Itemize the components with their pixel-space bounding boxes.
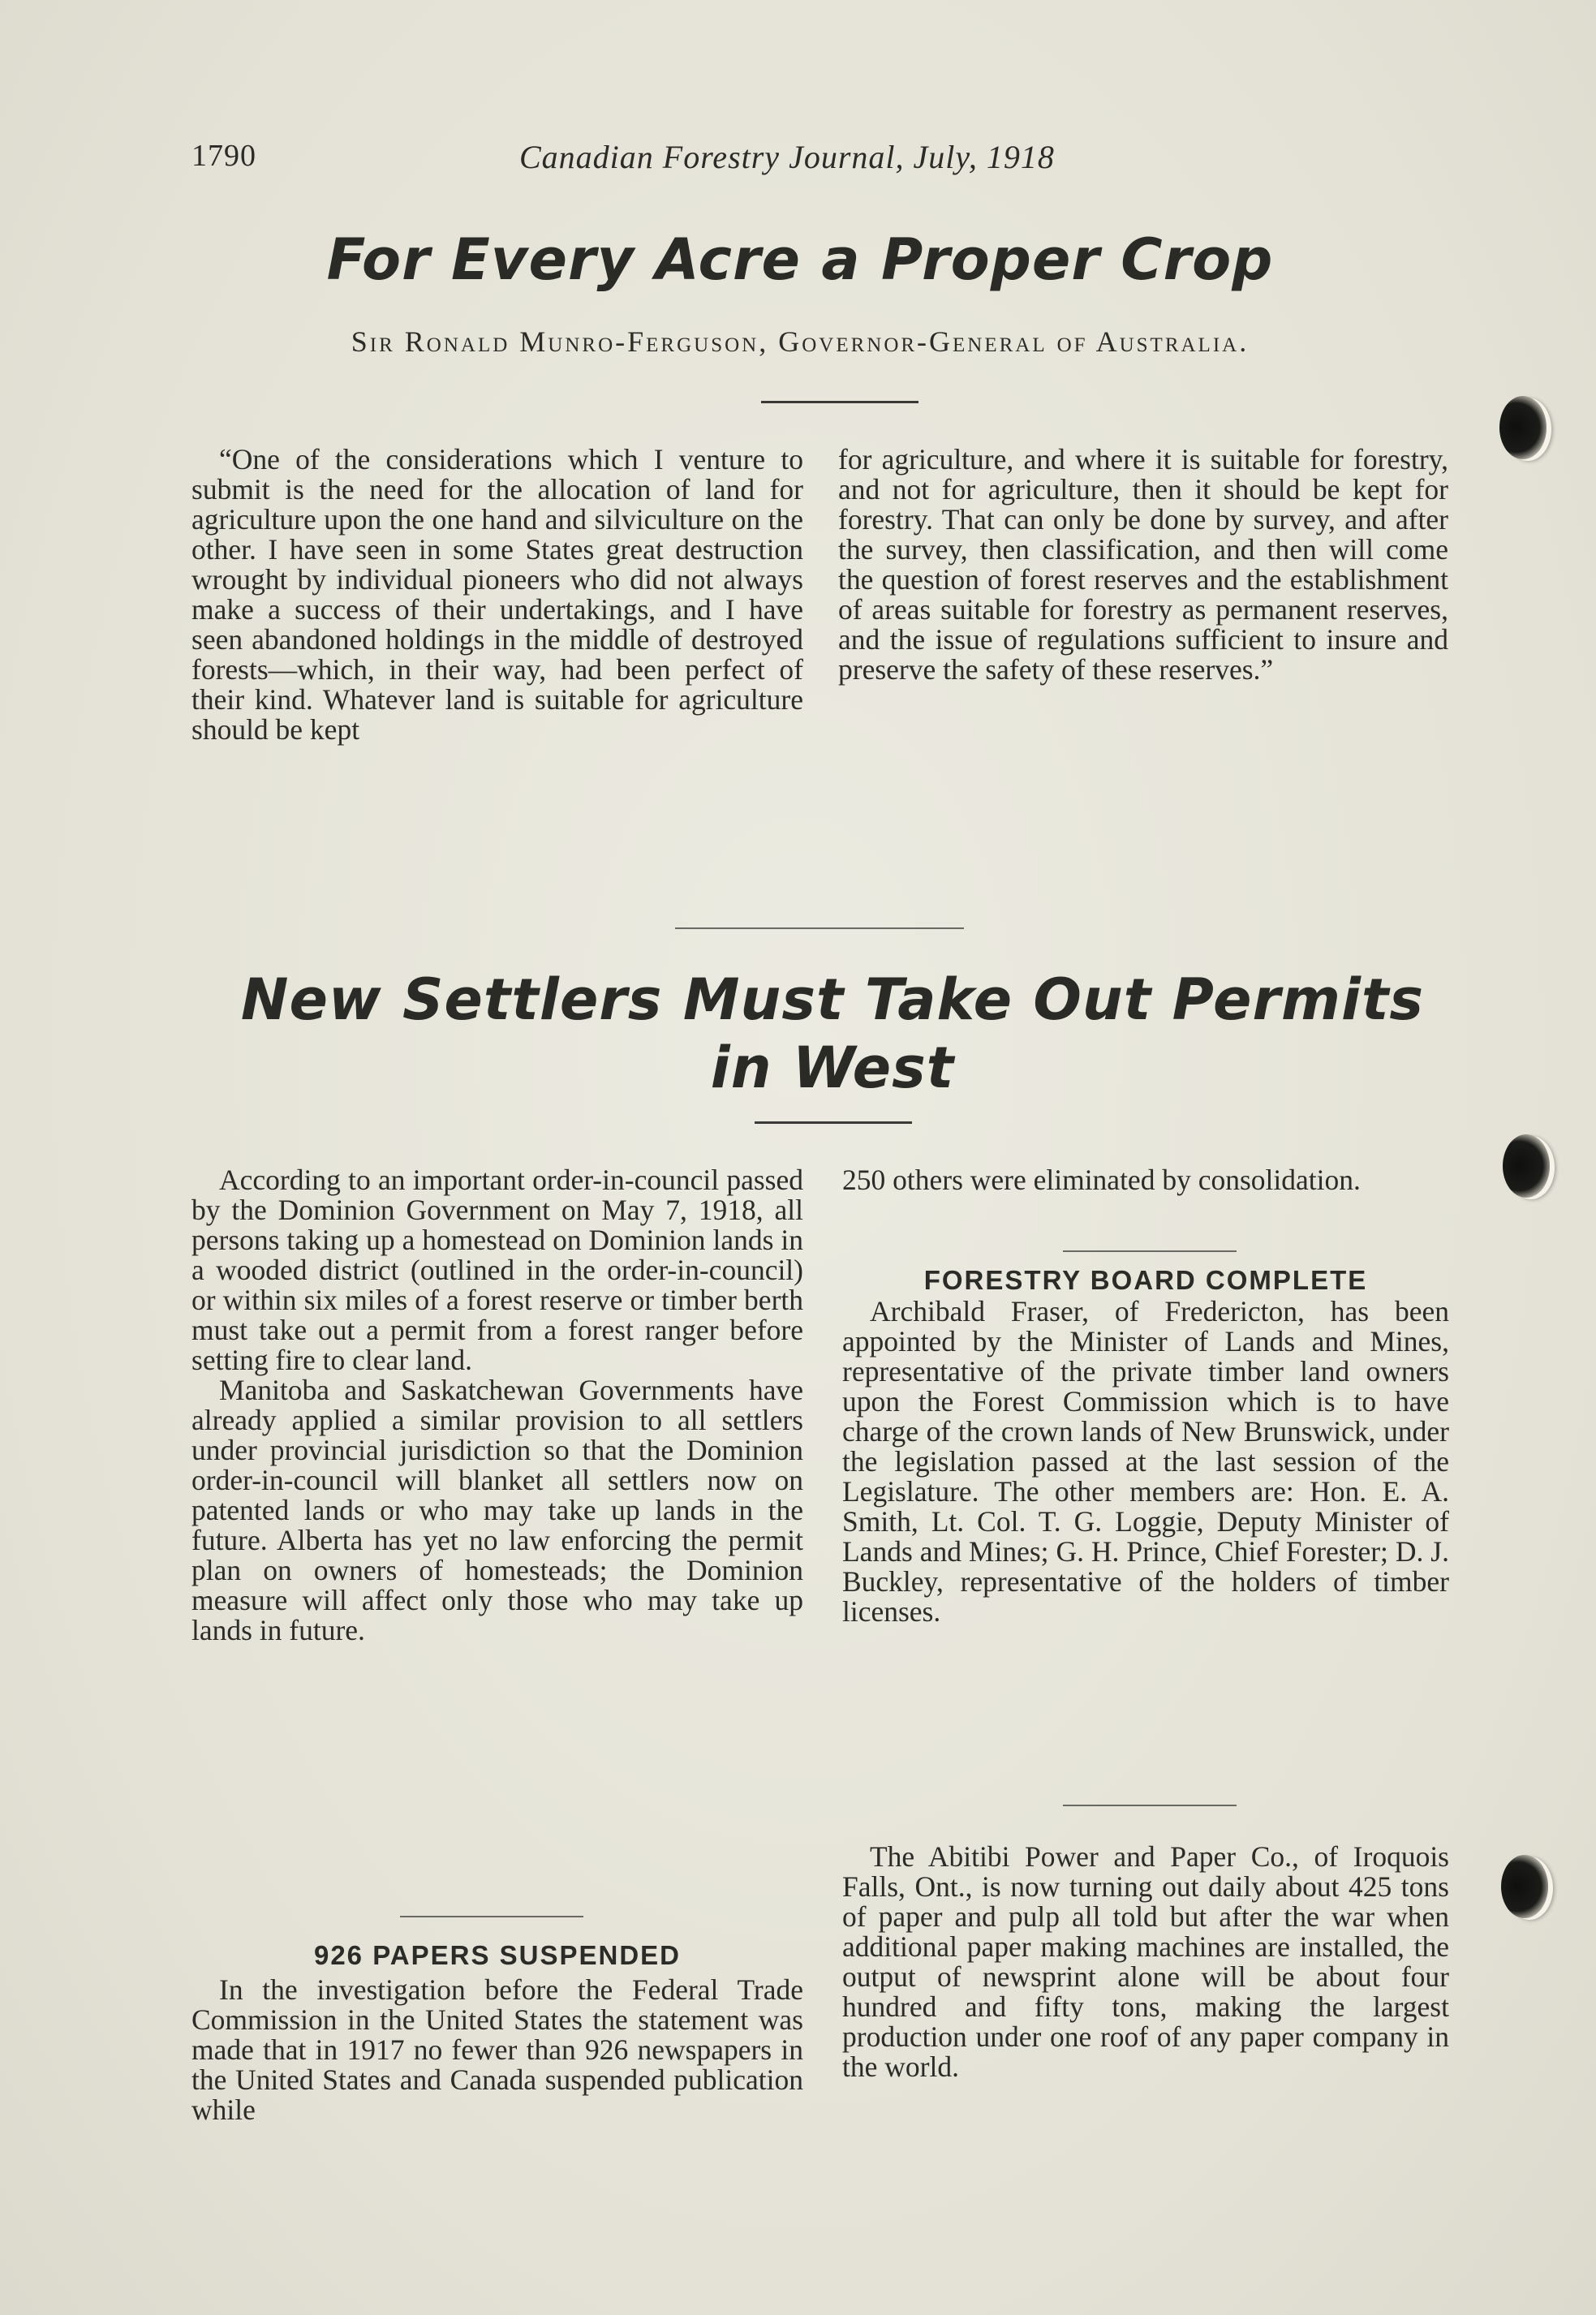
article3-block <box>191 1939 803 2125</box>
article2-title-line2: in West <box>710 1035 955 1101</box>
binder-hole-top <box>1499 396 1547 459</box>
article2-right-column <box>842 1165 1449 1195</box>
article4-block <box>842 1264 1449 1627</box>
article1-paragraph-left: “One of the considerations which I venture to submit is the need for the allocation of land for agriculture upon the one hand and silviculture on the other. I have seen in some States great destruction wrought by individual pioneers who did not always make a success of their undertakings, and I have seen abandoned holdings in the middle of destroyed forests—which, in their way, had been perfect of their kind. Whatever land is suitable for agriculture should be kept <box>191 443 803 746</box>
article-byline: Sir Ronald Munro-Ferguson, Governor-General of Australia. <box>351 325 1250 358</box>
article-title-new-settlers <box>191 966 1473 1102</box>
section-divider <box>1063 1250 1237 1252</box>
article5-column <box>842 1842 1449 2082</box>
article5-body: The Abitibi Power and Paper Co., of Iroquois Falls, Ont., is now turning out daily about 425 tons of paper and pulp all told but after the war when additional paper making machines are installed, the output of newsprint alone will be about four hundred and fifty tons, making the largest production under one roof of any paper company in the world. <box>842 1840 1449 2083</box>
section-divider <box>400 1916 583 1917</box>
article2-left-column <box>191 1165 803 1646</box>
article4-body: Archibald Fraser, of Fredericton, has been appointed by the Minister of Lands and Mines, representative of the private timber land owners upon the Forest Commission which is to have charge of the crown lands of New Brunswick, under the legislation passed at the last session of the Legislature. The other members are: Hon. E. A. Smith, Lt. Col. T. G. Loggie, Deputy Minister of Lands and Mines; G. H. Prince, Chief Forester; D. J. Buckley, representative of the holders of timber licenses. <box>842 1295 1449 1628</box>
article2-title-line1: New Settlers Must Take Out Permits <box>240 966 1425 1033</box>
article2-paragraph-2: Manitoba and Saskatchewan Governments have already applied a similar provision to all settlers under provincial jurisdiction so that the Dominion order-in-council will blanket all settlers now on patented lands or who may take up lands in the future. Alberta has yet no law enforcing the permit plan on owners of homesteads; the Dominion measure will affect only those who may take up lands in future. <box>191 1374 803 1646</box>
article4-body-wrap <box>842 1297 1449 1627</box>
article1-left-column <box>191 445 803 745</box>
binder-hole-bottom <box>1501 1855 1548 1918</box>
page-number: 1790 <box>191 139 256 173</box>
article2-paragraph-right: 250 others were eliminated by consolidation. <box>842 1164 1361 1196</box>
article3-body: In the investigation before the Federal Trade Commission in the United States the statement was made that in 1917 no fewer than 926 newspapers in the United States and Canada suspended publication while <box>191 1973 803 2126</box>
running-title: Canadian Forestry Journal, July, 1918 <box>519 139 1055 175</box>
title-divider <box>761 401 918 403</box>
section-divider <box>1063 1805 1237 1806</box>
article3-heading: 926 PAPERS SUSPENDED <box>313 1940 682 1970</box>
title-divider <box>755 1121 912 1124</box>
article-title-proper-crop: For Every Acre a Proper Crop <box>326 226 1274 293</box>
article1-right-column <box>838 445 1448 685</box>
article4-heading: FORESTRY BOARD COMPLETE <box>923 1265 1368 1295</box>
section-divider <box>675 927 964 929</box>
binder-hole-middle <box>1503 1134 1550 1198</box>
article3-body-wrap <box>191 1975 803 2125</box>
article1-paragraph-right: for agriculture, and where it is suitable for forestry, and not for agriculture, then it should be kept for forestry. That can only be done by survey, and after the survey, then classification, and then will come the question of forest reserves and the establishment of areas suitable for forestry as permanent reserves, and the issue of regulations sufficient to insure and preserve the safety of these reserves.” <box>838 443 1448 686</box>
article2-paragraph-1: According to an important order-in-council passed by the Dominion Government on May 7, 1918, all persons taking up a homestead on Dominion lands in a wooded district (outlined in the order-in-council) or within six miles of a forest reserve or timber berth must take out a permit from a forest ranger before setting fire to clear land. <box>191 1164 803 1376</box>
